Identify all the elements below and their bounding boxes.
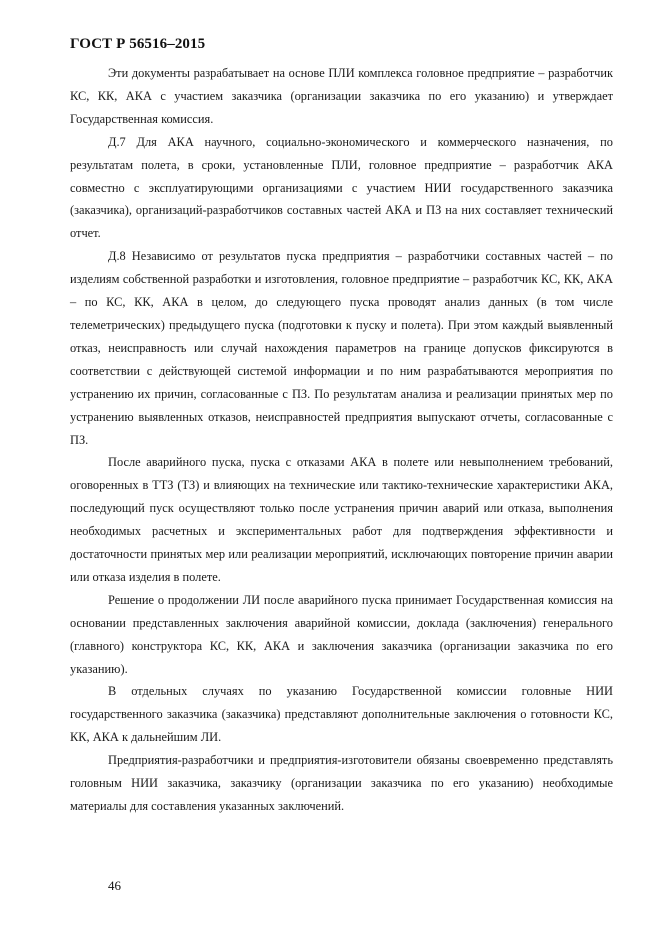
paragraph: В отдельных случаях по указанию Государственной комиссии головные НИИ государственного заказчика (заказчика) представляют дополнительные заключения о готовности КС, КК, АКА к дальнейшим ЛИ. bbox=[70, 684, 613, 745]
standard-code-header: ГОСТ Р 56516–2015 bbox=[70, 36, 206, 52]
paragraph: Решение о продолжении ЛИ после аварийного пуска принимает Государственная комиссия на основании представленных заключения аварийной комиссии, доклада (заключения) генерального (главного) конструктора КС, КК, АКА и заключения заказчика (организации заказчика по его указанию). bbox=[70, 592, 613, 676]
paragraph: Д.8 Независимо от результатов пуска предприятия – разработчики составных частей – по изделиям собственной разработки и изготовления, головное предприятие – разработчик КС, КК, АКА – по КС, КК, АКА в целом, до следующего пуска проводят анализ данных (в том числе телеметрических) предыдущего пуска (подготовки к пуску и полета). При этом каждый выявленный отказ, неисправность или случай нахождения параметров на границе допусков фиксируются в соответствии с действующей системой информации и по ним разрабатываются мероприятия по устранению их причин, согласованные с ПЗ. По результатам анализа и реализации принятых мер по устранению выявленных отказов, неисправностей предприятия выпускают отчеты, согласованные с ПЗ. bbox=[70, 249, 613, 447]
paragraph: После аварийного пуска, пуска с отказами АКА в полете или невыполнением требований, оговоренных в ТТЗ (ТЗ) и влияющих на технические или тактико-технические характеристики АКА, последующий пуск осуществляют только после устранения причин аварий или отказа, выполнения необходимых расчетных и экспериментальных работ для подтверждения эффективности и достаточности принятых мер или реализации мероприятий, исключающих повторение причин аварии или отказа изделия в полете. bbox=[70, 455, 613, 584]
page-number: 46 bbox=[108, 878, 121, 893]
paragraph: Предприятия-разработчики и предприятия-изготовители обязаны своевременно представлять головным НИИ заказчика, заказчику (организации заказчика по его указанию) необходимые материалы для составления указанных заключений. bbox=[70, 753, 613, 813]
paragraph: Д.7 Для АКА научного, социально-экономического и коммерческого назначения, по результатам полета, в сроки, установленные ПЛИ, головное предприятие – разработчик АКА совместно с эксплуатирующими организациями с участием НИИ государственного заказчика (заказчика), организаций-разработчиков составных частей АКА и ПЗ на них составляет технический отчет. bbox=[70, 134, 613, 241]
paragraph: Эти документы разрабатывает на основе ПЛИ комплекса головное предприятие – разработчик КС, КК, АКА с участием заказчика (организации заказчика по его указанию) и утверждает Государственная комиссия. bbox=[70, 66, 613, 126]
document-body bbox=[70, 62, 613, 818]
